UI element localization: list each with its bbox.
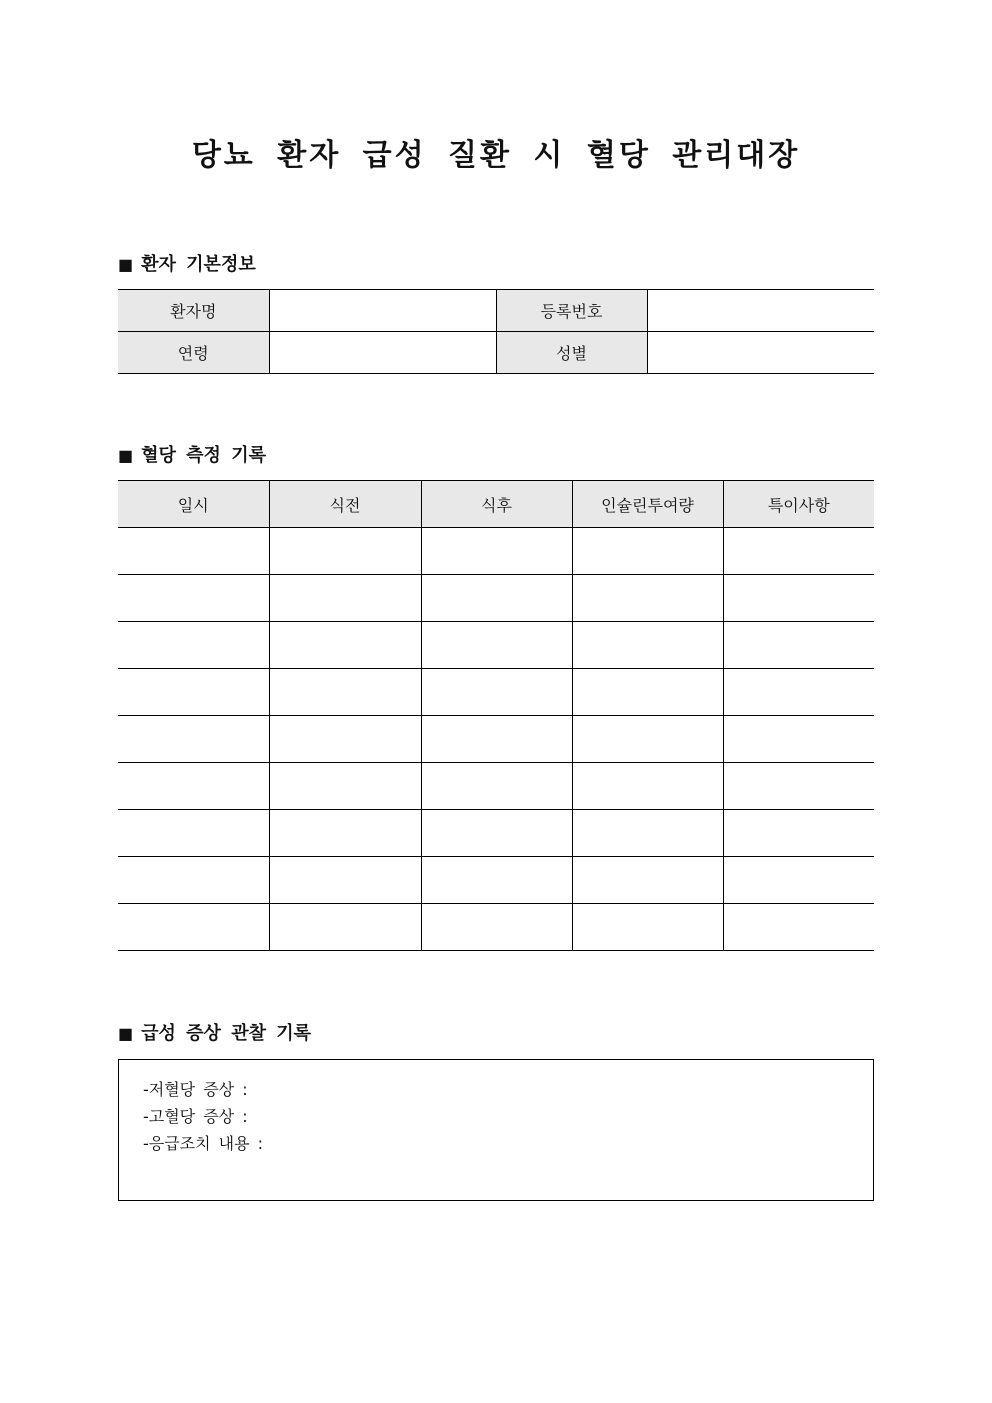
datetime-cell[interactable] bbox=[118, 575, 269, 622]
registration-number-label: 등록번호 bbox=[496, 290, 647, 332]
before-meal-cell[interactable] bbox=[269, 810, 421, 857]
insulin-dose-cell[interactable] bbox=[572, 810, 723, 857]
after-meal-cell[interactable] bbox=[421, 669, 572, 716]
registration-number-field[interactable] bbox=[647, 290, 874, 332]
insulin-dose-cell[interactable] bbox=[572, 622, 723, 669]
datetime-cell[interactable] bbox=[118, 904, 269, 951]
column-header-datetime: 일시 bbox=[118, 481, 269, 528]
document-title: 당뇨 환자 급성 질환 시 혈당 관리대장 bbox=[191, 138, 801, 173]
after-meal-cell[interactable] bbox=[421, 904, 572, 951]
table-row bbox=[118, 528, 874, 575]
acute-symptoms-heading-label: 급성 증상 관찰 기록 bbox=[141, 1023, 312, 1044]
before-meal-cell[interactable] bbox=[269, 857, 421, 904]
age-field[interactable] bbox=[269, 332, 496, 374]
patient-name-label: 환자명 bbox=[118, 290, 269, 332]
table-row bbox=[118, 857, 874, 904]
notes-cell[interactable] bbox=[723, 857, 874, 904]
datetime-cell[interactable] bbox=[118, 810, 269, 857]
table-row bbox=[118, 575, 874, 622]
after-meal-cell[interactable] bbox=[421, 810, 572, 857]
table-row bbox=[118, 290, 874, 332]
notes-cell[interactable] bbox=[723, 763, 874, 810]
before-meal-cell[interactable] bbox=[269, 716, 421, 763]
table-row bbox=[118, 669, 874, 716]
column-header-before-meal: 식전 bbox=[269, 481, 421, 528]
notes-cell[interactable] bbox=[723, 810, 874, 857]
notes-cell[interactable] bbox=[723, 904, 874, 951]
before-meal-cell[interactable] bbox=[269, 904, 421, 951]
insulin-dose-cell[interactable] bbox=[572, 528, 723, 575]
after-meal-cell[interactable] bbox=[421, 763, 572, 810]
after-meal-cell[interactable] bbox=[421, 575, 572, 622]
patient-name-field[interactable] bbox=[269, 290, 496, 332]
notes-cell[interactable] bbox=[723, 622, 874, 669]
column-header-after-meal: 식후 bbox=[421, 481, 572, 528]
datetime-cell[interactable] bbox=[118, 669, 269, 716]
before-meal-cell[interactable] bbox=[269, 528, 421, 575]
datetime-cell[interactable] bbox=[118, 716, 269, 763]
table-row bbox=[118, 622, 874, 669]
table-row bbox=[118, 332, 874, 374]
insulin-dose-cell[interactable] bbox=[572, 857, 723, 904]
insulin-dose-cell[interactable] bbox=[572, 669, 723, 716]
acute-symptoms-heading bbox=[118, 1022, 311, 1046]
patient-info-heading bbox=[118, 253, 256, 277]
emergency-action-line: -응급조치 내용 : bbox=[143, 1134, 264, 1153]
after-meal-cell[interactable] bbox=[421, 528, 572, 575]
table-row bbox=[118, 810, 874, 857]
after-meal-cell[interactable] bbox=[421, 622, 572, 669]
sex-label: 성별 bbox=[496, 332, 647, 374]
blood-glucose-heading bbox=[118, 444, 266, 468]
square-bullet-icon: ■ bbox=[118, 1024, 134, 1043]
before-meal-cell[interactable] bbox=[269, 575, 421, 622]
before-meal-cell[interactable] bbox=[269, 763, 421, 810]
blood-glucose-table bbox=[118, 480, 874, 951]
insulin-dose-cell[interactable] bbox=[572, 575, 723, 622]
patient-info-table bbox=[118, 289, 874, 374]
column-header-notes: 특이사항 bbox=[723, 481, 874, 528]
table-row bbox=[118, 716, 874, 763]
datetime-cell[interactable] bbox=[118, 528, 269, 575]
blood-glucose-heading-label: 혈당 측정 기록 bbox=[141, 445, 266, 466]
insulin-dose-cell[interactable] bbox=[572, 716, 723, 763]
hyperglycemia-symptoms-line: -고혈당 증상 : bbox=[143, 1107, 248, 1126]
datetime-cell[interactable] bbox=[118, 622, 269, 669]
square-bullet-icon: ■ bbox=[118, 255, 134, 274]
notes-cell[interactable] bbox=[723, 669, 874, 716]
before-meal-cell[interactable] bbox=[269, 669, 421, 716]
insulin-dose-cell[interactable] bbox=[572, 904, 723, 951]
acute-symptoms-box[interactable] bbox=[118, 1059, 874, 1201]
before-meal-cell[interactable] bbox=[269, 622, 421, 669]
after-meal-cell[interactable] bbox=[421, 716, 572, 763]
notes-cell[interactable] bbox=[723, 716, 874, 763]
table-header-row bbox=[118, 481, 874, 528]
notes-cell[interactable] bbox=[723, 528, 874, 575]
sex-field[interactable] bbox=[647, 332, 874, 374]
after-meal-cell[interactable] bbox=[421, 857, 572, 904]
notes-cell[interactable] bbox=[723, 575, 874, 622]
age-label: 연령 bbox=[118, 332, 269, 374]
square-bullet-icon: ■ bbox=[118, 446, 134, 465]
patient-info-heading-label: 환자 기본정보 bbox=[141, 254, 256, 275]
column-header-insulin-dose: 인슐린투여량 bbox=[572, 481, 723, 528]
datetime-cell[interactable] bbox=[118, 857, 269, 904]
insulin-dose-cell[interactable] bbox=[572, 763, 723, 810]
table-row bbox=[118, 763, 874, 810]
hypoglycemia-symptoms-line: -저혈당 증상 : bbox=[143, 1080, 248, 1099]
datetime-cell[interactable] bbox=[118, 763, 269, 810]
table-row bbox=[118, 904, 874, 951]
